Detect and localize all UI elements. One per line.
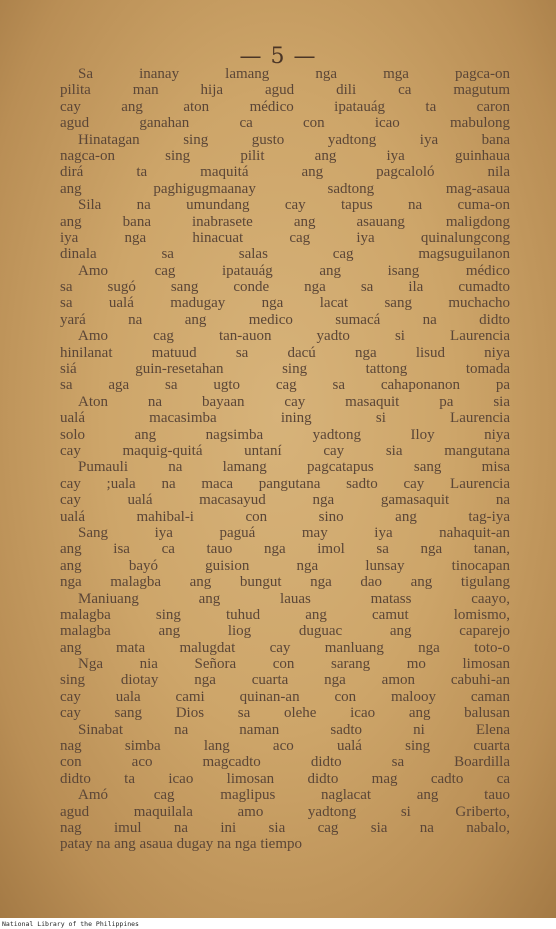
- text-line: Hinatagan sing gusto yadtong iya bana: [78, 131, 510, 148]
- text-line: ang paghigugmaanay sadtong mag-asaua: [60, 180, 510, 197]
- text-line: Sila na umundang cay tapus na cuma-on: [78, 197, 510, 214]
- text-line: nag imul na ini sia cag sia na nabalo,: [60, 819, 510, 836]
- text-line: ang bayó guision nga lunsay tinocapan: [60, 557, 510, 574]
- text-line: sa aga sa ugto cag sa cahaponanon pa: [60, 377, 510, 394]
- text-line: ualá mahibal-i con sino ang tag-iya: [60, 508, 510, 525]
- text-line: agud maquilala amo yadtong si Griberto,: [60, 803, 510, 820]
- text-line: Aton na bayaan cay masaquit pa sia: [78, 393, 510, 410]
- text-line: ang mata malugdat cay manluang nga toto-o: [60, 639, 510, 656]
- text-line: Pumauli na lamang pagcatapus sang misa: [78, 459, 510, 476]
- text-line: Amo cag ipatauág ang isang médico: [78, 262, 510, 279]
- text-line: Nga nia Señora con sarang mo limosan: [78, 656, 510, 673]
- text-line: ang bana inabrasete ang asauang maligdong: [60, 213, 510, 230]
- text-line: solo ang nagsimba yadtong Iloy niya: [60, 426, 510, 443]
- text-line: cay ualá macasayud nga gamasaquit na: [60, 492, 510, 509]
- text-line: Amo cag tan-auon yadto si Laurencia: [78, 328, 510, 345]
- page-number: — 5 —: [239, 44, 317, 69]
- text-line: Sa inanay lamang nga mga pagca-on: [78, 66, 510, 82]
- library-footer: National Library of the Philippines: [2, 920, 139, 928]
- text-line: sing diotay nga cuarta nga amon cabuhi-an: [60, 672, 510, 689]
- text-line: cay maquig-quitá untaní cay sia mangutana: [60, 442, 510, 459]
- text-line: cay ang aton médico ipatauág ta caron: [60, 98, 510, 115]
- text-line: cay sang Dios sa olehe icao ang balusan: [60, 705, 510, 722]
- text-line: Amó cag maglipus naglacat ang tauo: [78, 787, 510, 804]
- text-line: dirá ta maquitá ang pagcaloló nila: [60, 164, 510, 181]
- text-line: nga malagba ang bungut nga dao ang tigulang: [60, 574, 510, 591]
- text-line: dinala sa salas cag magsuguilanon: [60, 246, 510, 263]
- poem-text: [60, 66, 510, 853]
- text-line: sa ualá madugay nga lacat sang muchacho: [60, 295, 510, 312]
- text-line: Sang iya paguá may iya nahaquit-an: [78, 524, 510, 541]
- text-line: yará na ang medico sumacá na didto: [60, 311, 510, 328]
- text-line: nagca-on sing pilit ang iya guinhaua: [60, 147, 510, 164]
- text-line: Maniuang ang lauas matass caayo,: [78, 590, 510, 607]
- text-line: didto ta icao limosan didto mag cadto ca: [60, 770, 510, 787]
- text-line: pilita man hija agud dili ca magutum: [60, 82, 510, 99]
- text-line: patay na ang asaua dugay na nga tiempo: [60, 836, 302, 853]
- text-line: malagba ang liog duguac ang caparejo: [60, 623, 510, 640]
- text-line: ang isa ca tauo nga imol sa nga tanan,: [60, 541, 510, 558]
- text-line: siá guin-resetahan sing tattong tomada: [60, 361, 510, 378]
- text-line: cay uala cami quinan-an con malooy caman: [60, 688, 510, 705]
- text-line: sa sugó sang conde nga sa ila cumadto: [60, 279, 510, 296]
- text-line: hinilanat matuud sa dacú nga lisud niya: [60, 344, 510, 361]
- text-line: nag simba lang aco ualá sing cuarta: [60, 738, 510, 755]
- text-line: agud ganahan ca con icao mabulong: [60, 115, 510, 132]
- text-line: Sinabat na naman sadto ni Elena: [78, 721, 510, 738]
- text-line: malagba sing tuhud ang camut lomismo,: [60, 606, 510, 623]
- text-line: ualá macasimba ining si Laurencia: [60, 410, 510, 427]
- text-line: iya nga hinacuat cag iya quinalungcong: [60, 229, 510, 246]
- text-line: cay ;uala na maca pangutana sadto cay Laurencia: [60, 475, 510, 492]
- text-line: con aco magcadto didto sa Boardilla: [60, 754, 510, 771]
